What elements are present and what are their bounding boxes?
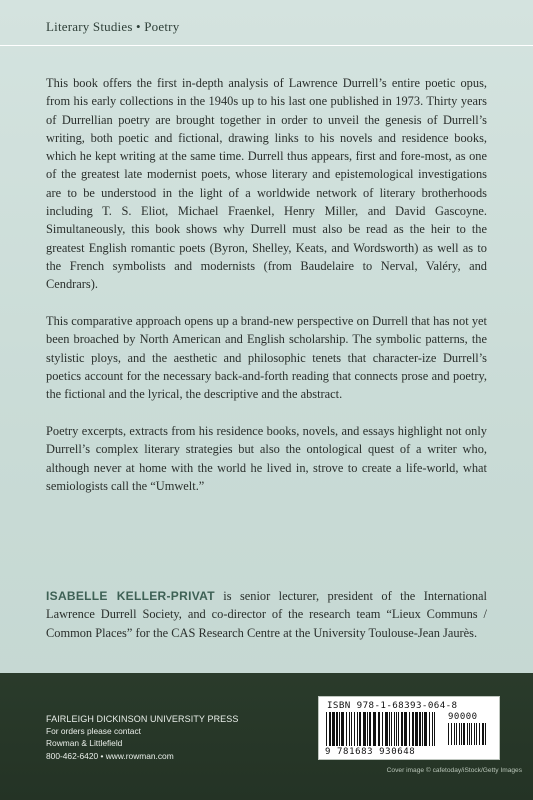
price-barcode-icon [447,723,491,745]
distributor-contact: 800-462-6420 • www.rowman.com [46,750,174,761]
category-label: Literary Studies • Poetry [46,19,180,34]
distributor-name: Rowman & Littlefield [46,738,123,749]
author-bio [46,587,487,642]
book-description [46,74,487,514]
author-bio-text: is senior lecturer, president of the International Lawrence Durrell Society, and co-director of the research team “Lieux Communs / Common Places” for the CAS Research Centre at the University Toulouse-Jean Jaurès. [46,589,487,640]
publisher-name: FAIRLEIGH DICKINSON UNIVERSITY PRESS [46,714,239,724]
publisher-footer [0,673,533,800]
description-paragraph-1: This book offers the first in-depth analysis of Lawrence Durrell’s entire poetic opus, from his early collections in the 1940s up to his last one published in 1973. Thirty years of Durrellian poetry are brought together in order to unveil the genesis of Durrell’s writing, both poetic and fictional, drawing links to his novels and residence books, which he kept writing at the same time. Durrell thus appears, first and fore-most, as one of the greatest late modernist poets, whose literary and epistemological investigations are to be understood in the light of a worldwide network of literary brotherhoods including T. S. Eliot, Michael Fraenkel, Henry Miller, and David Gascoyne. Simultaneously, this book shows why Durrell must also be read as the heir to the greatest English romantic poets (Byron, Shelley, Keats, and Wordsworth) as well as to the French symbolists and modernists (from Baudelaire to Nerval, Valéry, and Cendrars). [46,76,487,292]
isbn-label: ISBN 978-1-68393-064-8 [327,700,458,711]
header-divider [0,45,533,46]
cover-image-credit: Cover image © cafetoday/iStock/Getty Images [386,767,522,774]
author-name: ISABELLE KELLER-PRIVAT [46,589,215,603]
ean-digits: 9 781683 930648 [325,747,416,757]
description-paragraph-2: This comparative approach opens up a brand-new perspective on Durrell that has not yet been broached by North American and English scholarship. The symbolic patterns, the stylistic ploys, and the aesthetic and philosophic tenets that character-ize Durrell’s poetics account for the necessary back-and-forth reading that connects prose and poetry, the fictional and the lyrical, the descriptive and the abstract. [46,314,487,402]
barcode-icon [325,712,439,746]
barcode-panel [318,696,500,760]
publisher-info [46,713,286,762]
description-paragraph-3: Poetry excerpts, extracts from his residence books, novels, and essays highlight not only Durrell’s complex literary strategies but also the ontological quest of a writer who, although never at home with the world he lived in, strove to create a life-world, what semiologists call the “Umwelt.” [46,424,487,493]
price-code: 90000 [448,712,478,722]
orders-note: For orders please contact [46,726,141,737]
